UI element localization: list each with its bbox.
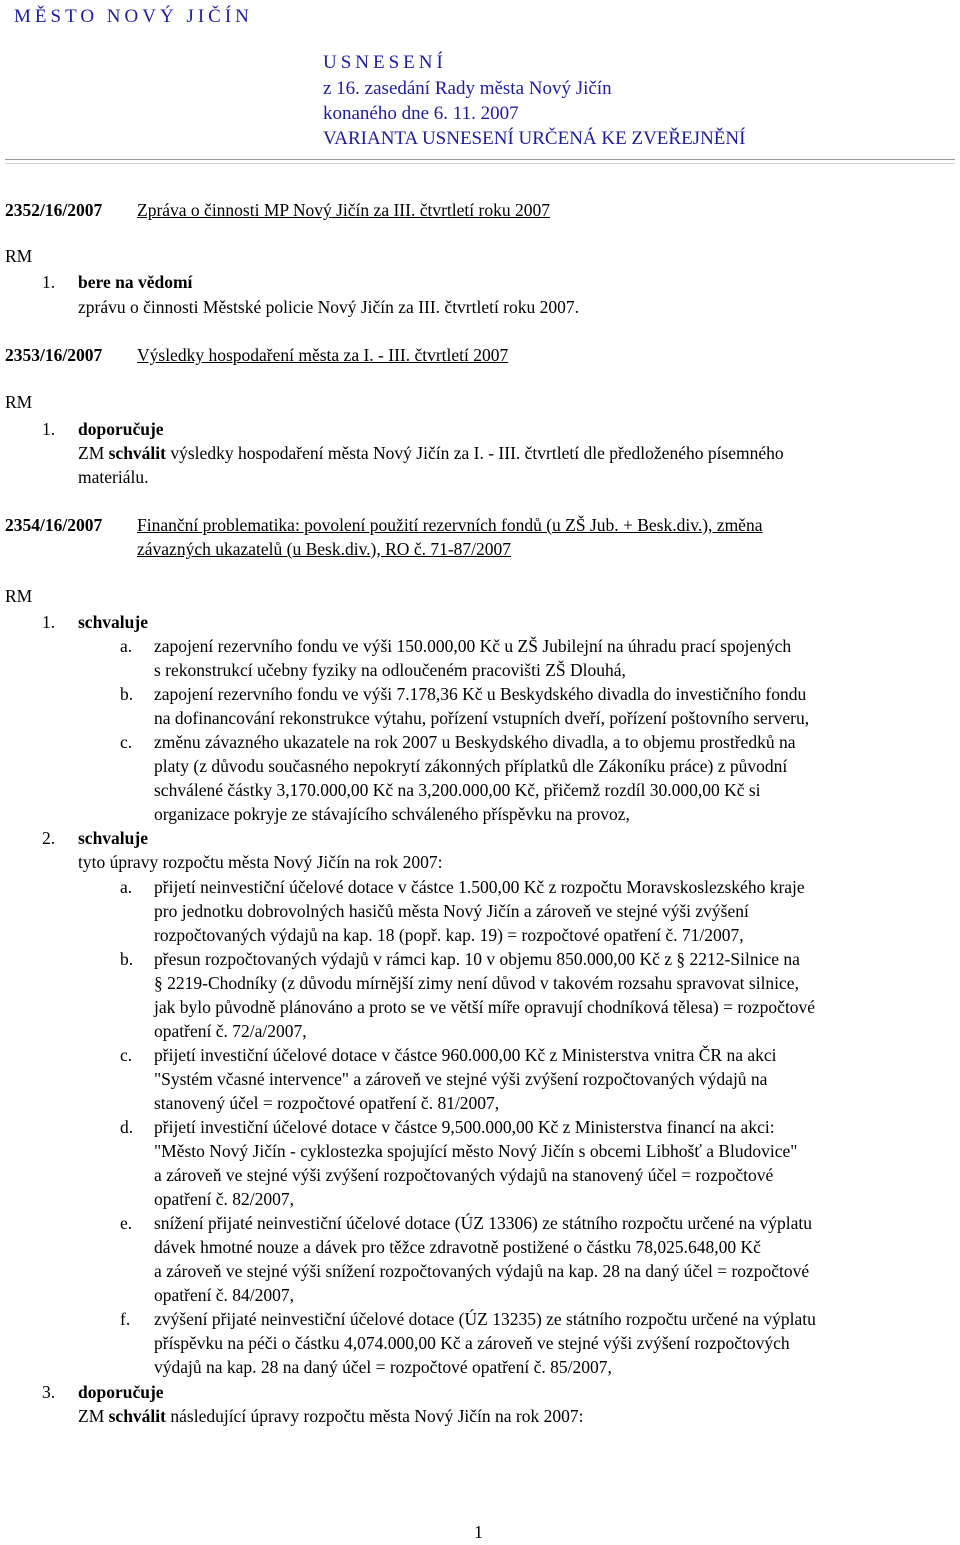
list-item-text: "Systém včasné intervence" a zároveň ve stejné výši zvýšení rozpočtovaných výdajů na xyxy=(154,1069,768,1089)
list-item-text: přijetí investiční účelové dotace v částce 9,500.000,00 Kč z Ministerstva financí na akci: xyxy=(154,1117,775,1137)
list-item-text: schválené částky 3,170.000,00 Kč na 3,200.000,00 Kč, přičemž rozdíl 30.000,00 Kč si xyxy=(154,780,761,800)
list-letter: d. xyxy=(120,1117,134,1137)
session-info: z 16. zasedání Rady města Nový Jičín xyxy=(323,78,612,99)
list-item-text: změnu závazného ukazatele na rok 2007 u Beskydského divadla, a to objemu prostředků na xyxy=(154,732,796,752)
resolution-title: závazných ukazatelů (u Besk.div.), RO č. 71-87/2007 xyxy=(137,539,512,559)
resolution-title: Výsledky hospodaření města za I. - III. čtvrtletí 2007 xyxy=(137,345,509,365)
item-text: zprávu o činnosti Městské policie Nový Jičín za III. čtvrtletí roku 2007. xyxy=(78,297,580,317)
page-number: 1 xyxy=(474,1522,483,1542)
list-item-text: opatření č. 82/2007, xyxy=(154,1189,294,1209)
list-letter: a. xyxy=(120,877,133,897)
list-item-text: dávek hmotné nouze a dávek pro těžce zdravotně postižené o částku 78,025.648,00 Kč xyxy=(154,1237,761,1257)
list-item-text: na dofinancování rekonstrukce výtahu, pořízení vstupních dveří, pořízení poštovního serveru, xyxy=(154,708,810,728)
list-item-text: rozpočtovaných výdajů na kap. 18 (popř. kap. 19) = rozpočtové opatření č. 71/2007, xyxy=(154,925,744,945)
resolution-verb: schvaluje xyxy=(78,612,148,632)
list-item-text: přijetí neinvestiční účelové dotace v částce 1.500,00 Kč z rozpočtu Moravskoslezského kraje xyxy=(154,877,805,897)
list-item-text: přesun rozpočtovaných výdajů v rámci kap. 10 v objemu 850.000,00 Kč z § 2212-Silnice na xyxy=(154,949,800,969)
list-item-text: organizace pokryje ze stávajícího schváleného příspěvku na provoz, xyxy=(154,804,630,824)
document-title: USNESENÍ xyxy=(323,52,447,73)
list-item-text: a zároveň ve stejné výši snížení rozpočtovaných výdajů na kap. 28 na daný účel = rozpočtové xyxy=(154,1261,810,1281)
list-item-text: jak bylo původně plánováno a proto se ve větší míře opravují chodníková tělesa) = rozpočtové xyxy=(154,997,816,1017)
resolution-verb: doporučuje xyxy=(78,1382,164,1402)
item-text: tyto úpravy rozpočtu města Nový Jičín na rok 2007: xyxy=(78,852,443,872)
resolution-verb: bere na vědomí xyxy=(78,272,193,292)
list-letter: c. xyxy=(120,1045,133,1065)
list-item-text: zvýšení přijaté neinvestiční účelové dotace (ÚZ 13235) ze státního rozpočtu určené na výplatu xyxy=(154,1309,816,1329)
publication-variant: VARIANTA USNESENÍ URČENÁ KE ZVEŘEJNĚNÍ xyxy=(323,128,746,149)
list-letter: a. xyxy=(120,636,133,656)
list-letter: b. xyxy=(120,684,134,704)
item-number: 1. xyxy=(42,612,56,632)
resolution-number: 2353/16/2007 xyxy=(5,345,103,365)
list-item-text: opatření č. 84/2007, xyxy=(154,1285,294,1305)
city-heading: MĚSTO NOVÝ JIČÍN xyxy=(14,6,253,27)
list-letter: b. xyxy=(120,949,134,969)
list-letter: e. xyxy=(120,1213,133,1233)
list-item-text: a zároveň ve stejné výši zvýšení rozpočtovaných výdajů na stanovený účel = rozpočtové xyxy=(154,1165,774,1185)
list-item-text: opatření č. 72/a/2007, xyxy=(154,1021,307,1041)
list-item-text: pro jednotku dobrovolných hasičů města Nový Jičín a zároveň ve stejné výši zvýšení xyxy=(154,901,749,921)
item-number: 2. xyxy=(42,828,56,848)
item-text: materiálu. xyxy=(78,467,149,487)
body-label: RM xyxy=(5,392,33,412)
item-text: ZM schválit následující úpravy rozpočtu města Nový Jičín na rok 2007: xyxy=(78,1406,584,1426)
list-item-text: § 2219-Chodníky (z důvodu mírnější zimy není důvod v takovém rozsahu spravovat silnice, xyxy=(154,973,799,993)
list-item-text: přijetí investiční účelové dotace v částce 960.000,00 Kč z Ministerstva vnitra ČR na akci xyxy=(154,1045,777,1065)
list-item-text: platy (z důvodu současného nepokrytí zákonných příplatků dle Zákoníku práce) z původní xyxy=(154,756,788,776)
item-number: 1. xyxy=(42,419,56,439)
body-label: RM xyxy=(5,246,33,266)
list-letter: c. xyxy=(120,732,133,752)
resolution-verb: schvaluje xyxy=(78,828,148,848)
body-label: RM xyxy=(5,586,33,606)
list-item-text: s rekonstrukcí učebny fyziky na odloučeném pracovišti ZŠ Dlouhá, xyxy=(154,660,626,680)
item-number: 1. xyxy=(42,272,56,292)
session-date: konaného dne 6. 11. 2007 xyxy=(323,103,519,124)
list-item-text: snížení přijaté neinvestiční účelové dotace (ÚZ 13306) ze státního rozpočtu určené na výplatu xyxy=(154,1213,812,1233)
resolution-number: 2352/16/2007 xyxy=(5,200,103,220)
resolution-verb: doporučuje xyxy=(78,419,164,439)
list-item-text: zapojení rezervního fondu ve výši 7.178,36 Kč u Beskydského divadla do investičního fondu xyxy=(154,684,807,704)
list-item-text: výdajů na kap. 28 na daný účel = rozpočtové opatření č. 85/2007, xyxy=(154,1357,612,1377)
resolution-title: Finanční problematika: povolení použití rezervních fondů (u ZŠ Jub. + Besk.div.), změna xyxy=(137,515,763,535)
list-item-text: zapojení rezervního fondu ve výši 150.000,00 Kč u ZŠ Jubilejní na úhradu prací spojených xyxy=(154,636,792,656)
list-item-text: příspěvku na péči o částku 4,074.000,00 Kč a zároveň ve stejné výši zvýšení rozpočtových xyxy=(154,1333,790,1353)
header-divider xyxy=(5,159,955,164)
resolution-number: 2354/16/2007 xyxy=(5,515,103,535)
list-item-text: "Město Nový Jičín - cyklostezka spojující město Nový Jičín s obcemi Libhošť a Bludovice" xyxy=(154,1141,798,1161)
resolution-title: Zpráva o činnosti MP Nový Jičín za III. čtvrtletí roku 2007 xyxy=(137,200,550,220)
list-item-text: stanovený účel = rozpočtové opatření č. 81/2007, xyxy=(154,1093,500,1113)
list-letter: f. xyxy=(120,1309,131,1329)
item-text: ZM schválit výsledky hospodaření města Nový Jičín za I. - III. čtvrtletí dle předloženého písemného xyxy=(78,443,784,463)
item-number: 3. xyxy=(42,1382,56,1402)
